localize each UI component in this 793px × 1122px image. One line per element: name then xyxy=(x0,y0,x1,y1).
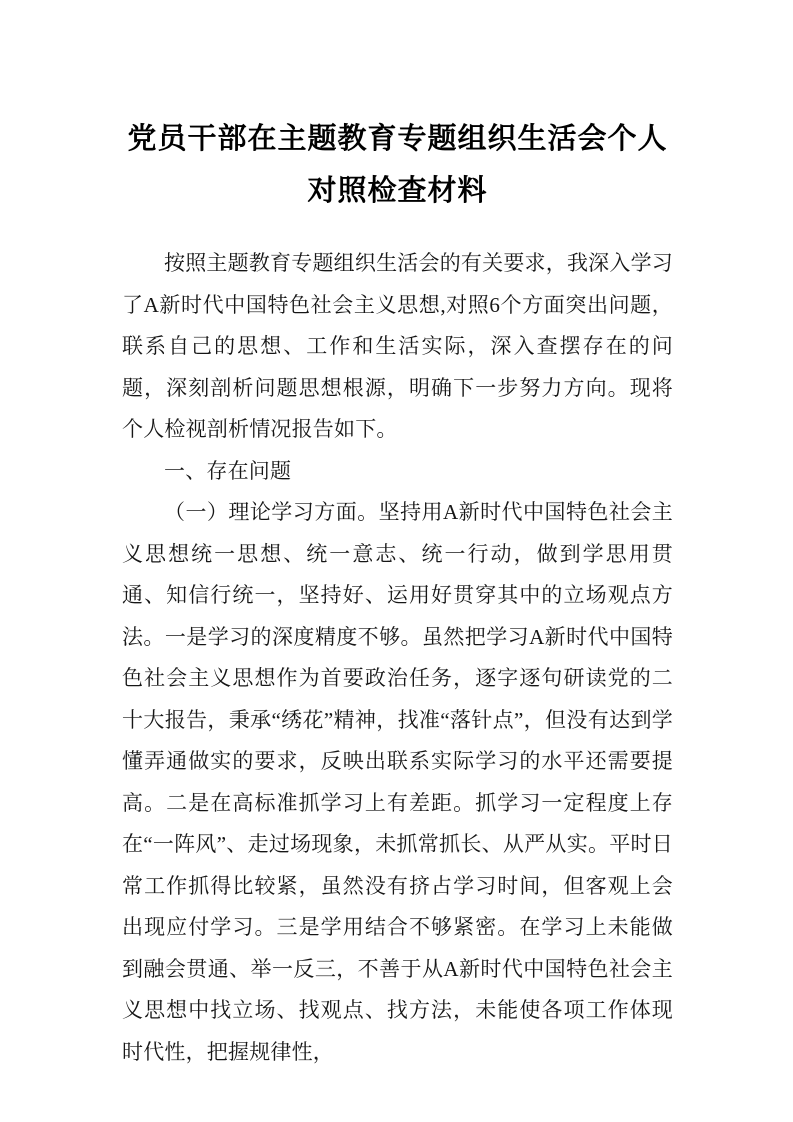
document-title: 党员干部在主题教育专题组织生活会个人对照检查材料 xyxy=(127,123,668,207)
paragraph-theory-study: （一）理论学习方面。坚持用A新时代中国特色社会主义思想统一思想、统一意志、统一行动，做到学思用贯通、知信行统一，坚持好、运用好贯穿其中的立场观点方法。一是学习的深度精度不够。虽然把学习A新时代中国特色社会主义思想作为首要政治任务，逐字逐句研读党的二十大报告，秉承“绣花”精神，找准“落针点”，但没有达到学懂弄通做实的要求，反映出联系实际学习的水平还需要提高。二是在高标准抓学习上有差距。抓学习一定程度上存在“一阵风”、走过场现象，未抓常抓长、从严从实。平时日常工作抓得比较紧，虽然没有挤占学习时间，但客观上会出现应付学习。三是学用结合不够紧密。在学习上未能做到融会贯通、举一反三，不善于从A新时代中国特色社会主义思想中找立场、找观点、找方法，未能使各项工作体现时代性，把握规律性， xyxy=(122,500,673,1064)
paragraph-section-heading: 一、存在问题 xyxy=(164,458,292,483)
paragraph-intro: 按照主题教育专题组织生活会的有关要求，我深入学习了A新时代中国特色社会主义思想,对照6个方面突出问题，联系自己的思想、工作和生活实际，深入查摆存在的问题，深刻剖析问题思想根源，明确下一步努力方向。现将个人检视剖析情况报告如下。 xyxy=(122,251,673,441)
